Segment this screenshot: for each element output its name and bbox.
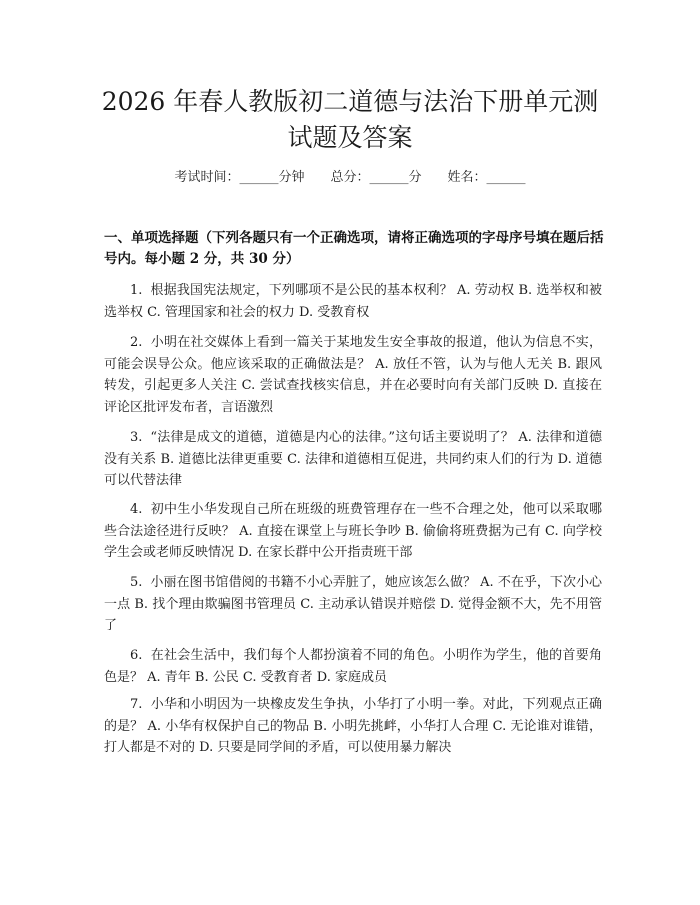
exam-info-row (0, 168, 700, 188)
exam-name-field: 姓名：______ (447, 170, 526, 185)
question-text: 小华和小明因为一块橡皮发生争执，小华打了小明一拳。对此，下列观点正确的是？ A. 小华有权保护自己的物品 B. 小明先挑衅，小华打人合理 C. 无论谁对谁错，打人都是不对的 D. 只要是同学间的矛盾，可以使用暴力解决 (104, 697, 602, 755)
exam-total-score-field: 总分：______分 (330, 170, 422, 185)
question-text: “法律是成文的道德，道德是内心的法律。”这句话主要说明了？ A. 法律和道德没有关系 B. 道德比法律更重要 C. 法律和道德相互促进，共同约束人们的行为 D. 道德可以代替法律 (104, 430, 602, 488)
question-text: 在社会生活中，我们每个人都扮演着不同的角色。小明作为学生，他的首要角色是？ A. 青年 B. 公民 C. 受教育者 D. 家庭成员 (104, 648, 602, 685)
question-number: 7. (130, 697, 143, 712)
question-text: 小明在社交媒体上看到一篇关于某地发生安全事故的报道，他认为信息不实，可能会误导公众。他应该采取的正确做法是？ A. 放任不管，认为与他人无关 B. 跟风转发，引起更多人关注 C. 尝试查找核实信息，并在必要时向有关部门反映 D. 直接在评论区批评发布者，言语激烈 (104, 335, 602, 415)
exam-time-field: 考试时间：______分钟 (174, 170, 305, 185)
question-item (104, 499, 602, 564)
document-title-line-1: 2026 年春人教版初二道德与法治下册单元测 (101, 87, 599, 116)
question-number: 4. (130, 502, 143, 517)
question-item (104, 694, 602, 759)
question-item (104, 280, 602, 323)
question-item (104, 572, 602, 637)
question-text: 初中生小华发现自己所在班级的班费管理存在一些不合理之处，他可以采取哪些合法途径进行反映？ A. 直接在课堂上与班长争吵 B. 偷偷将班费据为己有 C. 向学校学生会或老师反映情况 D. 在家长群中公开指责班干部 (104, 502, 602, 560)
question-item (104, 427, 602, 492)
question-number: 5. (130, 575, 143, 590)
section-heading: 一、单项选择题（下列各题只有一个正确选项，请将正确选项的字母序号填在题后括号内。每小题 2 分，共 30 分） (104, 230, 604, 267)
question-number: 3. (130, 430, 143, 445)
question-text: 小丽在图书馆借阅的书籍不小心弄脏了，她应该怎么做？ A. 不在乎，下次小心一点 B. 找个理由欺骗图书管理员 C. 主动承认错误并赔偿 D. 觉得金额不大，先不用管了 (104, 575, 602, 633)
question-item (104, 332, 602, 418)
question-number: 6. (130, 648, 143, 663)
document-title-line-2: 试题及答案 (287, 123, 413, 152)
question-text: 根据我国宪法规定，下列哪项不是公民的基本权利？ A. 劳动权 B. 选举权和被选举权 C. 管理国家和社会的权力 D. 受教育权 (104, 283, 602, 320)
question-number: 2. (130, 335, 143, 350)
question-number: 1. (130, 283, 143, 298)
question-item (104, 645, 602, 688)
